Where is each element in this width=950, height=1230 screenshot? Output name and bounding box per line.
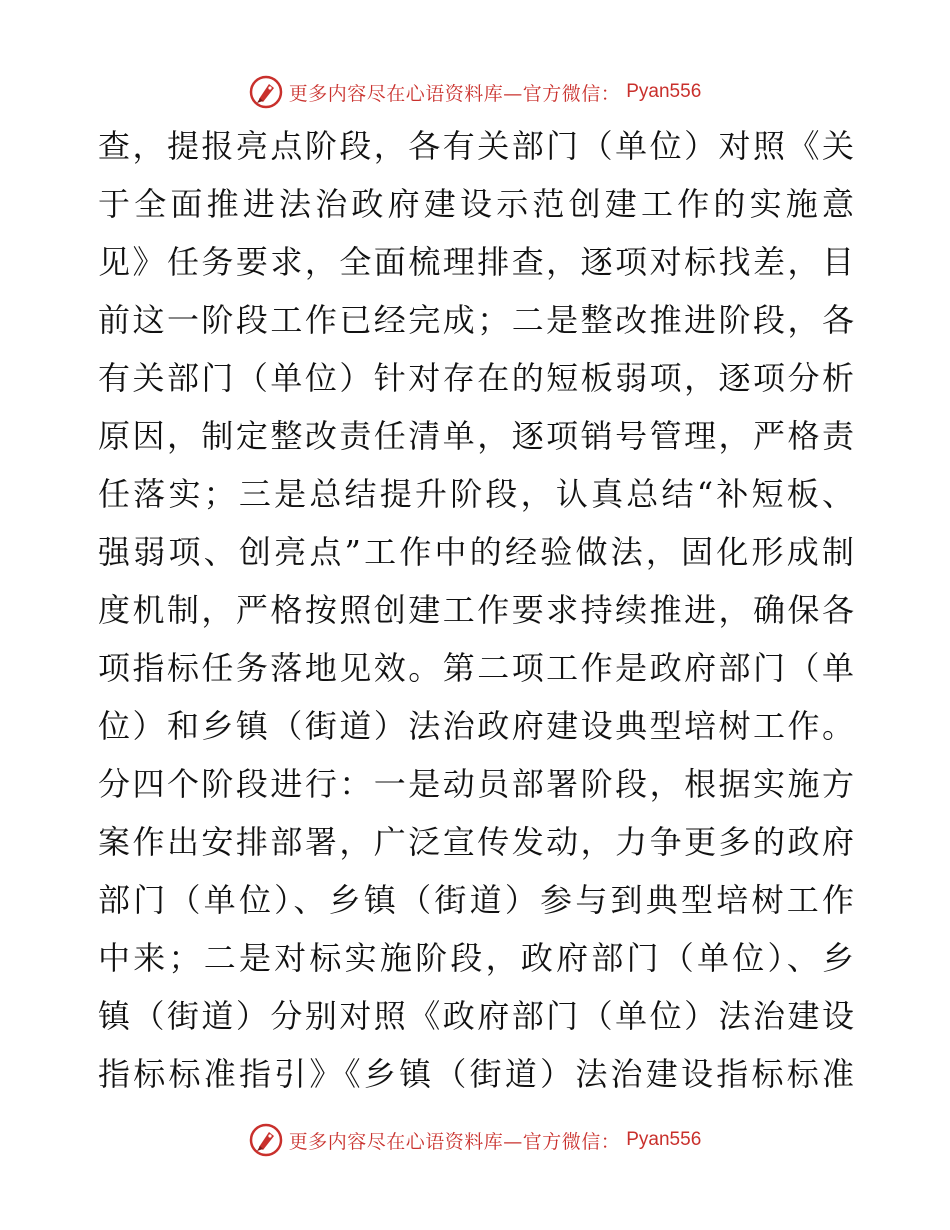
text-line: 中来；二是对标实施阶段，政府部门（单位）、乡 (98, 939, 854, 977)
text-line: 案作出安排部署，广泛宣传发动，力争更多的政府 (98, 823, 854, 861)
text-line: 强弱项、创亮点”工作中的经验做法，固化形成制 (98, 533, 854, 571)
text-line: 任落实；三是总结提升阶段，认真总结“补短板、 (98, 475, 854, 513)
text-line: 见》任务要求，全面梳理排查，逐项对标找差，目 (98, 243, 854, 281)
text-line: 指标标准指引》《乡镇（街道）法治建设指标标准 (98, 1055, 854, 1093)
text-line: 原因，制定整改责任清单，逐项销号管理，严格责 (98, 417, 854, 455)
pen-nib-logo-icon (249, 75, 283, 109)
text-line: 前这一阶段工作已经完成；二是整改推进阶段，各 (98, 301, 854, 339)
watermark-text: 更多内容尽在心语资料库—官方微信： (288, 1130, 621, 1153)
text-line: 查，提报亮点阶段，各有关部门（单位）对照《关 (98, 127, 854, 165)
text-line: 度机制，严格按照创建工作要求持续推进，确保各 (98, 591, 854, 629)
watermark-footer (0, 1120, 950, 1160)
text-line: 分四个阶段进行：一是动员部署阶段，根据实施方 (98, 765, 854, 803)
text-line: 有关部门（单位）针对存在的短板弱项，逐项分析 (98, 359, 854, 397)
watermark-contact: Pyan556 (626, 81, 702, 102)
watermark-header (0, 72, 950, 112)
text-line: 部门（单位）、乡镇（街道）参与到典型培树工作 (98, 881, 854, 919)
text-line: 位）和乡镇（街道）法治政府建设典型培树工作。 (98, 707, 854, 745)
watermark-contact: Pyan556 (626, 1129, 702, 1150)
watermark-text: 更多内容尽在心语资料库—官方微信： (288, 82, 621, 105)
text-line: 镇（街道）分别对照《政府部门（单位）法治建设 (98, 997, 854, 1035)
pen-nib-logo-icon (249, 1123, 283, 1157)
text-line: 于全面推进法治政府建设示范创建工作的实施意 (98, 185, 854, 223)
document-body (98, 117, 854, 1103)
text-line: 项指标任务落地见效。第二项工作是政府部门（单 (98, 649, 854, 687)
